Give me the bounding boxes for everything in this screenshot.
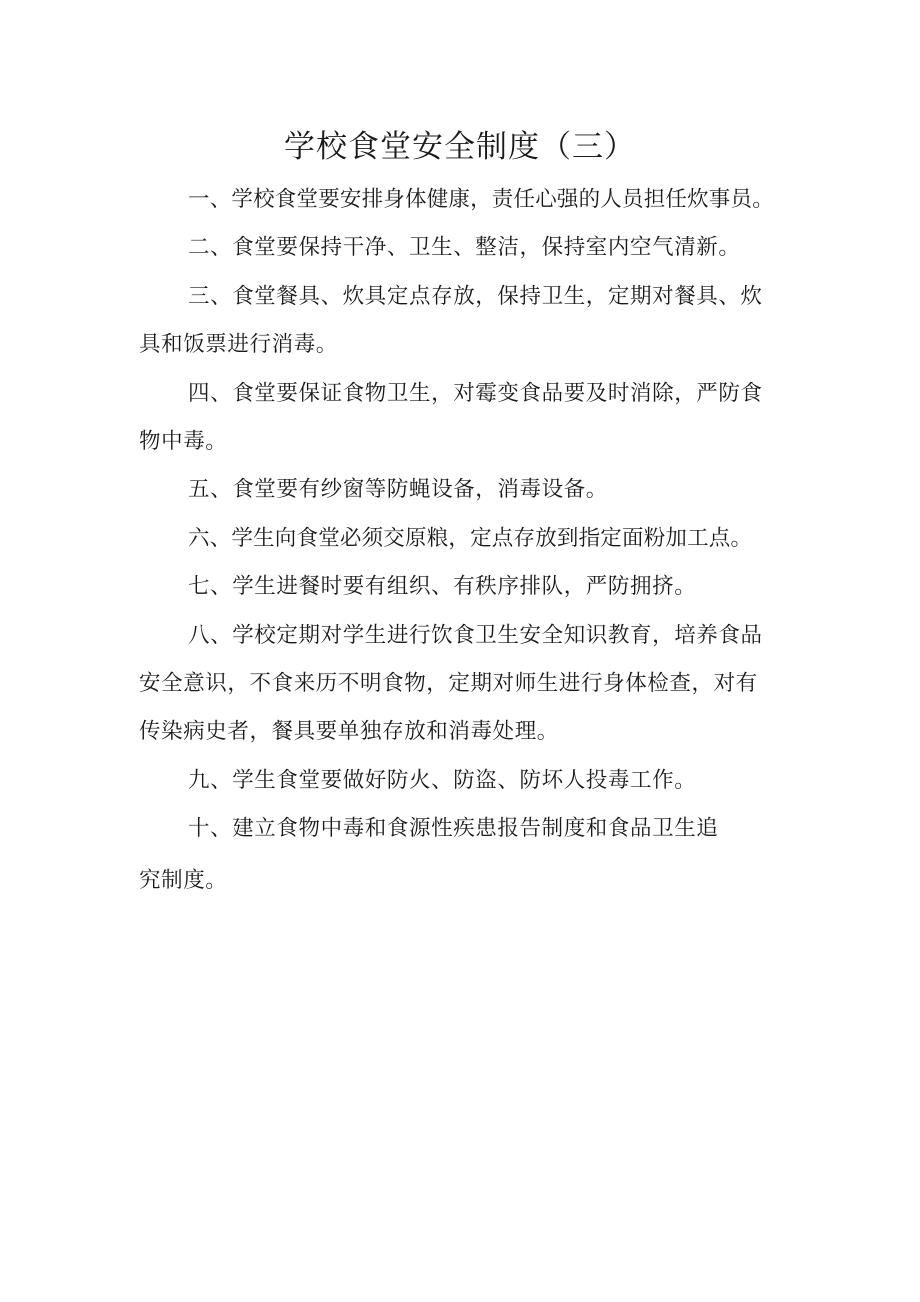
- clause-line: 六、学生向食堂必须交原粮，定点存放到指定面粉加工点。: [188, 525, 753, 551]
- clause-line: 究制度。: [139, 867, 228, 893]
- clause-line: 四、食堂要保证食物卫生，对霉变食品要及时消除，严防食: [188, 380, 763, 406]
- clause-line: 一、学校食堂要安排身体健康，责任心强的人员担任炊事员。: [188, 187, 774, 212]
- clause-9: [139, 757, 791, 805]
- clause-line: 五、食堂要有纱窗等防蝇设备，消毒设备。: [188, 477, 608, 503]
- clause-8: [139, 612, 791, 757]
- clause-line: 二、食堂要保持干净、卫生、整洁，保持室内空气清新。: [188, 235, 741, 261]
- clause-2: [139, 224, 791, 272]
- clause-line: 七、学生进餐时要有组织、有秩序排队，严防拥挤。: [188, 574, 697, 600]
- clause-10: [139, 805, 791, 905]
- clause-line: 物中毒。: [139, 429, 228, 455]
- clause-7: [139, 563, 791, 611]
- clause-line: 九、学生食堂要做好防火、防盗、防坏人投毒工作。: [188, 767, 697, 793]
- clause-line: 具和饭票进行消毒。: [139, 332, 338, 358]
- clause-1: [139, 176, 791, 224]
- document-title: 学校食堂安全制度（三）: [284, 129, 636, 165]
- clause-line: 八、学校定期对学生进行饮食卫生安全知识教育，培养食品: [188, 622, 763, 648]
- document-body: [139, 176, 791, 905]
- clause-5: [139, 466, 791, 514]
- clause-line: 安全意识，不食来历不明食物，定期对师生进行身体检查，对有: [139, 671, 758, 697]
- clause-line: 十、建立食物中毒和食源性疾患报告制度和食品卫生追: [188, 816, 719, 842]
- clause-line: 三、食堂餐具、炊具定点存放，保持卫生，定期对餐具、炊: [188, 283, 763, 309]
- clause-3: [139, 273, 791, 370]
- clause-6: [139, 515, 791, 563]
- clause-line: 传染病史者，餐具要单独存放和消毒处理。: [139, 719, 559, 745]
- clause-4: [139, 370, 791, 467]
